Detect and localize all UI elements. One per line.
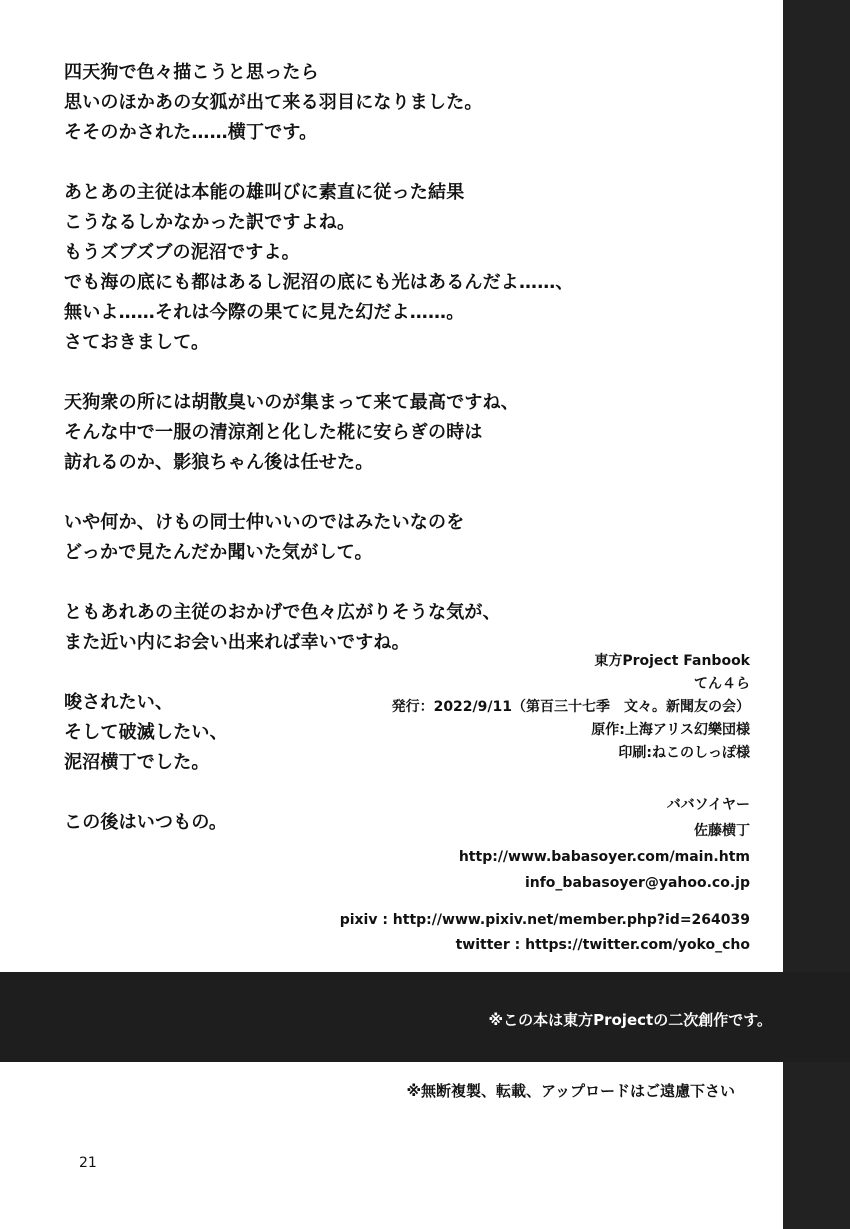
afterword-line: 思いのほかあの女狐が出て来る羽目になりました。	[64, 92, 483, 113]
afterword-line: 唆されたい、	[64, 692, 174, 713]
colophon-printer: 印刷:ねこのしっぽ様	[618, 745, 750, 761]
afterword-line: そして破滅したい、	[64, 722, 228, 743]
afterword-line: どっかで見たんだか聞いた気がして。	[64, 542, 373, 563]
colophon-title: てん４ら	[694, 676, 750, 692]
colophon-published: 発行：2022/9/11（第百三十七季 文々。新聞友の会）	[391, 699, 750, 715]
afterword-line: いや何か、けもの同士仲いいのではみたいなのを	[64, 512, 465, 533]
colophon-series: 東方Project Fanbook	[594, 653, 750, 669]
afterword-line: 泥沼横丁でした。	[64, 752, 210, 773]
afterword-line: また近い内にお会い出来れば幸いですね。	[64, 632, 410, 653]
afterword-line: 無いよ……それは今際の果てに見た幻だよ……。	[64, 302, 465, 323]
afterword-line: そんな中で一服の清涼剤と化した椛に安らぎの時は	[64, 422, 483, 443]
afterword-line: 訪れるのか、影狼ちゃん後は任せた。	[64, 452, 374, 473]
afterword-line: さておきまして。	[64, 332, 210, 353]
circle-info	[459, 792, 750, 896]
reupload-notice: ※無断複製、転載、アップロードはご遠慮下さい	[406, 1082, 735, 1100]
afterword-line: この後はいつもの。	[64, 812, 228, 833]
circle-name: ババソイヤー	[666, 797, 750, 813]
website-link[interactable]: http://www.babasoyer.com/main.htm	[458, 849, 750, 865]
derivative-work-notice: ※この本は東方Projectの二次創作です。	[488, 1011, 772, 1029]
afterword-paragraph	[64, 178, 764, 358]
social-links	[340, 908, 750, 958]
afterword-line: もうズブズブの泥沼ですよ。	[64, 242, 300, 263]
pixiv-link[interactable]: pixiv : http://www.pixiv.net/member.php?id=264039	[339, 912, 750, 928]
twitter-link[interactable]: twitter : https://twitter.com/yoko_cho	[455, 937, 750, 953]
colophon-original: 原作:上海アリス幻樂団様	[591, 722, 750, 738]
afterword-paragraph	[64, 388, 764, 478]
afterword-line: そそのかされた……横丁です。	[64, 122, 318, 143]
colophon	[392, 650, 750, 765]
afterword-line: あとあの主従は本能の雄叫びに素直に従った結果	[64, 182, 465, 203]
afterword-line: でも海の底にも都はあるし泥沼の底にも光はあるんだよ……、	[64, 272, 574, 293]
afterword-paragraph	[64, 58, 764, 148]
afterword-paragraph	[64, 508, 764, 568]
afterword-line: 天狗衆の所には胡散臭いのが集まって来て最高ですね、	[64, 392, 519, 413]
email-link[interactable]: info_babasoyer@yahoo.co.jp	[524, 875, 750, 891]
afterword-line: こうなるしかなかった訳ですよね。	[64, 212, 356, 233]
afterword-line: 四天狗で色々描こうと思ったら	[64, 62, 319, 83]
page-number: 21	[79, 1155, 97, 1171]
afterword-line: ともあれあの主従のおかげで色々広がりそうな気が、	[64, 602, 501, 623]
author-name: 佐藤横丁	[694, 823, 750, 839]
afterword-paragraph	[64, 598, 764, 658]
